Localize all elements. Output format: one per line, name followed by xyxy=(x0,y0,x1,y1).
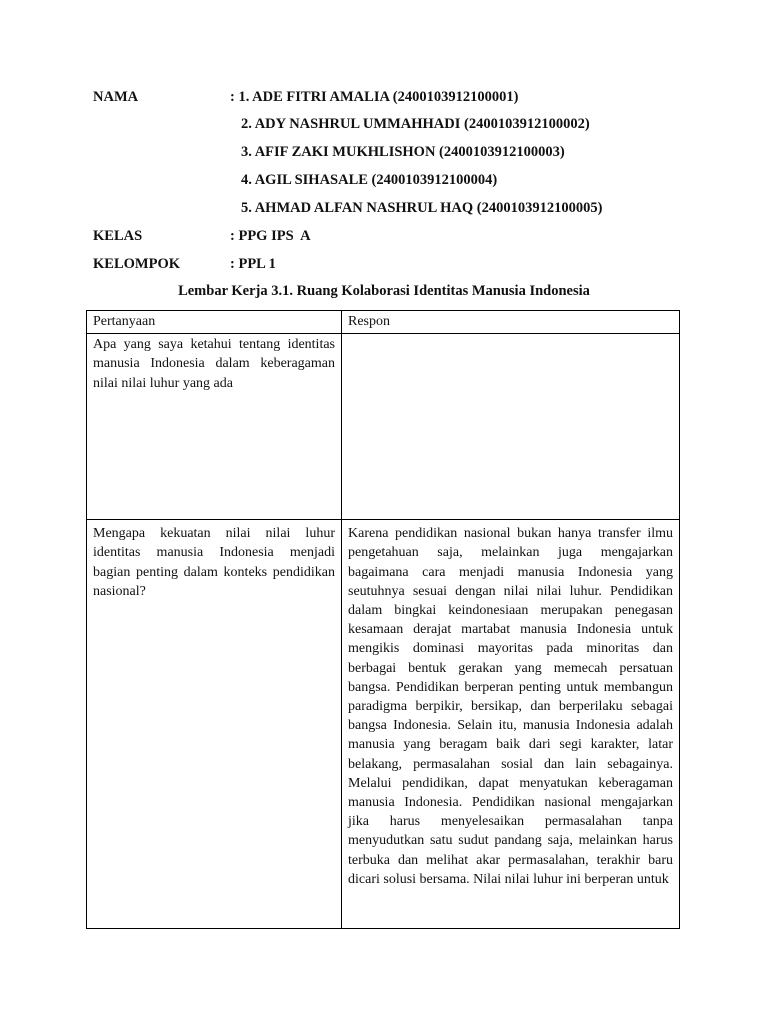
question-cell: Mengapa kekuatan nilai nilai luhur identitas manusia Indonesia menjadi bagian penting dalam konteks pendidikan nasional? xyxy=(87,520,342,929)
kelas-row xyxy=(93,227,311,245)
member-2: 2. ADY NASHRUL UMMAHHADI (2400103912100002) xyxy=(241,116,590,132)
table-row xyxy=(87,334,680,520)
column-header-respon: Respon xyxy=(342,311,680,334)
kelompok-separator: : xyxy=(230,256,235,272)
member-4: 4. AGIL SIHASALE (2400103912100004) xyxy=(241,172,498,188)
table-row xyxy=(87,520,680,929)
member-3: 3. AFIF ZAKI MUKHLISHON (2400103912100003) xyxy=(241,144,565,160)
response-cell: Karena pendidikan nasional bukan hanya transfer ilmu pengetahuan saja, melainkan juga mengajarkan bagaimana cara menjadi manusia Indonesia yang seutuhnya sesuai dengan nilai nilai luhur. Pendidikan dalam bingkai keindonesiaan merupakan penegasan kesamaan derajat martabat manusia Indonesia untuk mengikis dominasi mayoritas pada minoritas dan berbagai bentuk gerakan yang memecah persatuan bangsa. Pendidikan berperan penting untuk membangun paradigma berpikir, bersikap, dan berperilaku sebagai bangsa Indonesia. Selain itu, manusia Indonesia adalah manusia yang beragam baik dari segi karakter, latar belakang, permasalahan sosial dan lain sebagainya. Melalui pendidikan, dapat menyatukan keberagaman manusia Indonesia. Pendidikan nasional mengajarkan jika harus menyelesaikan permasalahan tanpa menyudutkan satu sudut pandang saja, melainkan harus terbuka dan melihat akar permasalahan, terakhir baru dicari solusi bersama. Nilai nilai luhur ini berperan untuk xyxy=(342,520,680,929)
response-cell xyxy=(342,334,680,520)
worksheet-table xyxy=(86,310,680,929)
question-cell: Apa yang saya ketahui tentang identitas manusia Indonesia dalam keberagaman nilai nilai luhur yang ada xyxy=(87,334,342,520)
member-5: 5. AHMAD ALFAN NASHRUL HAQ (2400103912100005) xyxy=(241,200,603,216)
kelas-value: PPG IPS A xyxy=(238,228,311,244)
kelas-separator: : xyxy=(230,228,235,244)
table-header-row xyxy=(87,311,680,334)
nama-separator: : xyxy=(230,89,235,105)
kelompok-row xyxy=(93,255,276,273)
worksheet-title: Lembar Kerja 3.1. Ruang Kolaborasi Identitas Manusia Indonesia xyxy=(178,283,590,299)
nama-row xyxy=(93,88,518,106)
member-1: 1. ADE FITRI AMALIA (2400103912100001) xyxy=(238,89,519,105)
column-header-pertanyaan: Pertanyaan xyxy=(87,311,342,334)
kelas-label: KELAS xyxy=(93,228,143,244)
kelompok-value: PPL 1 xyxy=(238,256,276,272)
kelompok-label: KELOMPOK xyxy=(93,256,180,272)
nama-label: NAMA xyxy=(93,89,139,105)
